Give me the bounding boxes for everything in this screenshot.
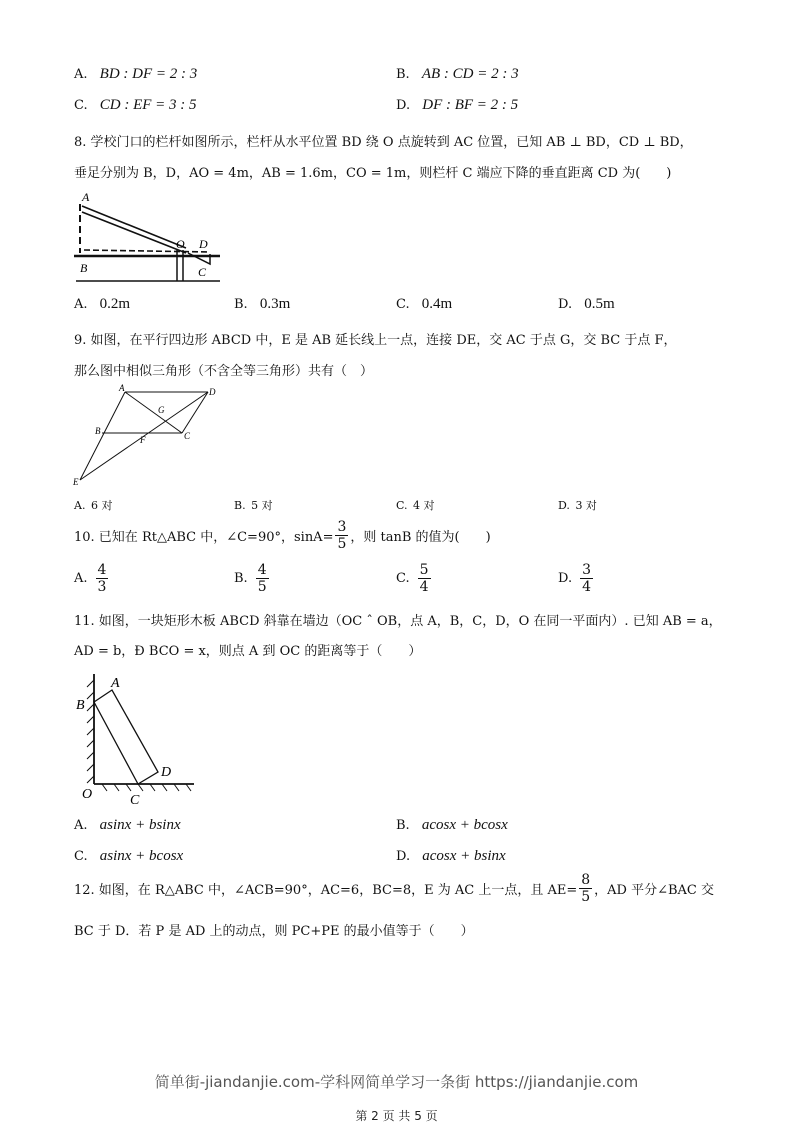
label-a: A <box>82 190 90 204</box>
option-expr: DF : BF = 2 : 5 <box>422 97 519 113</box>
fraction-denominator: 4 <box>419 579 429 595</box>
q7-option-d <box>396 97 518 114</box>
option-label: C. <box>74 98 88 113</box>
option-label: D. <box>396 849 411 864</box>
option-fraction <box>256 563 269 594</box>
q8-option-d <box>558 296 615 313</box>
footer-watermark: 简单街-jiandanjie.com-学科网简单学习一条街 https://jiandanjie.com <box>154 1073 639 1091</box>
label-f: F <box>140 435 146 445</box>
option-expr: asinx + bsinx <box>99 817 181 833</box>
q9-option-d <box>558 497 597 513</box>
q11-option-b <box>396 817 508 834</box>
option-expr: 6 对 <box>90 499 113 512</box>
option-fraction <box>418 563 431 594</box>
option-label: A. <box>74 571 88 586</box>
q8-stem-line1: 8. 学校门口的栏杆如图所示，栏杆从水平位置 BD 绕 O 点旋转到 AC 位置，已知 AB ⊥ BD，CD ⊥ BD， <box>74 135 693 150</box>
option-label: A. <box>74 297 88 312</box>
fraction-denominator: 4 <box>582 579 592 595</box>
option-label: A. <box>74 818 88 833</box>
board-abcd <box>94 690 158 784</box>
option-label: D. <box>558 297 573 312</box>
fraction-numerator: 8 <box>581 872 591 888</box>
label-b: B <box>95 426 101 436</box>
q12-stem-prefix: 12. 如图，在 R△ABC 中，∠ACB=90°，AC=6，BC=8，E 为 AC 上一点，且 AE= <box>74 883 578 898</box>
option-expr: acosx + bsinx <box>422 848 506 864</box>
q8-option-b <box>234 296 290 313</box>
option-expr: 0.5m <box>584 296 615 312</box>
option-label: B. <box>234 571 248 586</box>
fraction-numerator: 3 <box>337 519 347 535</box>
q11-stem-line2: AD = b，Ð BCO = x，则点 A 到 OC 的距离等于（ ） <box>74 644 422 659</box>
fraction-numerator: 3 <box>582 562 592 578</box>
label-c: C <box>130 793 140 808</box>
q8-option-a <box>74 296 130 313</box>
q11-option-a <box>74 817 181 834</box>
label-g: G <box>158 405 165 415</box>
label-d: D <box>161 765 172 780</box>
option-label: B. <box>234 499 246 512</box>
q11-option-d <box>396 848 506 865</box>
rail-ac <box>82 206 186 253</box>
q10-option-a <box>74 563 110 594</box>
fraction-numerator: 4 <box>257 562 267 578</box>
label-a: A <box>111 676 120 691</box>
rail-bd <box>84 250 210 252</box>
option-expr: 5 对 <box>251 499 273 512</box>
q10-option-d <box>558 563 595 594</box>
fraction-denominator: 5 <box>257 579 267 595</box>
q9-figure <box>70 384 230 488</box>
wall-hatching <box>87 680 94 783</box>
label-b: B <box>80 261 88 275</box>
q9-option-a <box>74 497 112 513</box>
label-a: A <box>119 384 125 393</box>
option-label: C. <box>396 297 410 312</box>
q8-stem-line2: 垂足分别为 B，D，AO = 4m，AB = 1.6m，CO = 1m，则栏杆 C 端应下降的垂直距离 CD 为( ) <box>74 166 672 181</box>
q11-option-c <box>74 848 183 865</box>
option-expr: AB : CD = 2 : 3 <box>421 66 519 82</box>
option-label: C. <box>396 571 410 586</box>
option-expr: 3 对 <box>575 499 597 512</box>
option-label: D. <box>396 98 411 113</box>
fraction-denominator: 5 <box>581 889 591 905</box>
option-label: B. <box>396 818 410 833</box>
q10-option-c <box>396 563 433 594</box>
rail-end-c <box>188 253 210 264</box>
q7-option-c <box>74 97 197 114</box>
q10-fraction <box>335 520 348 551</box>
option-label: A. <box>74 499 86 512</box>
option-expr: BD : DF = 2 : 3 <box>99 66 198 82</box>
option-fraction <box>580 563 593 594</box>
fraction-numerator: 5 <box>419 562 429 578</box>
q8-figure <box>70 188 230 288</box>
diagonal-ac <box>125 392 182 433</box>
label-c: C <box>198 265 207 279</box>
option-label: D. <box>558 571 573 586</box>
q12-fraction <box>579 873 592 904</box>
option-label: B. <box>234 297 248 312</box>
option-expr: acosx + bcosx <box>421 817 508 833</box>
floor-hatching <box>102 784 191 791</box>
label-d: D <box>209 387 216 397</box>
q10-stem-suffix: ，则 tanB 的值为( ) <box>350 530 491 545</box>
q11-figure <box>72 668 202 810</box>
option-expr: asinx + bcosx <box>99 848 184 864</box>
label-o: O <box>176 237 185 251</box>
option-fraction <box>96 563 109 594</box>
side-dc <box>182 392 208 433</box>
q9-stem-line2: 那么图中相似三角形（不含全等三角形）共有（ ） <box>74 364 374 379</box>
q9-option-b <box>234 497 273 513</box>
option-label: C. <box>74 849 88 864</box>
q12-stem-line1 <box>74 873 714 904</box>
option-expr: CD : EF = 3 : 5 <box>99 97 197 113</box>
q8-option-c <box>396 296 452 313</box>
label-o: O <box>82 787 93 802</box>
page-number: 第 2 页 共 5 页 <box>355 1109 438 1123</box>
q9-stem-line1: 9. 如图，在平行四边形 ABCD 中，E 是 AB 延长线上一点，连接 DE，交 AC 于点 G，交 BC 于点 F， <box>74 333 677 348</box>
q12-stem-line2: BC 于 D．若 P 是 AD 上的动点，则 PC+PE 的最小值等于（ ） <box>74 924 474 939</box>
q10-stem <box>74 520 491 551</box>
label-c: C <box>184 431 191 441</box>
label-e: E <box>73 477 79 487</box>
q7-option-b <box>396 66 519 83</box>
q10-stem-prefix: 10. 已知在 Rt△ABC 中，∠C=90°，sinA= <box>74 530 334 545</box>
option-expr: 4 对 <box>413 499 435 512</box>
q10-option-b <box>234 563 271 594</box>
q12-stem-suffix: ，AD 平分∠BAC 交 <box>594 883 715 898</box>
fraction-denominator: 5 <box>337 536 347 552</box>
label-b: B <box>76 698 85 713</box>
option-label: A. <box>74 67 88 82</box>
option-expr: 0.4m <box>421 296 453 312</box>
side-ae <box>80 392 125 480</box>
option-expr: 0.2m <box>99 296 131 312</box>
option-label: B. <box>396 67 410 82</box>
fraction-denominator: 3 <box>97 579 107 595</box>
option-label: C. <box>396 499 408 512</box>
label-d: D <box>199 237 208 251</box>
option-expr: 0.3m <box>259 296 291 312</box>
q7-option-a <box>74 66 197 83</box>
fraction-numerator: 4 <box>97 562 107 578</box>
q9-option-c <box>396 497 435 513</box>
q11-stem-line1: 11. 如图，一块矩形木板 ABCD 斜靠在墙边（OC ˆ OB，点 A，B，C，D，O 在同一平面内）. 已知 AB = a， <box>74 614 722 629</box>
option-label: D. <box>558 499 570 512</box>
